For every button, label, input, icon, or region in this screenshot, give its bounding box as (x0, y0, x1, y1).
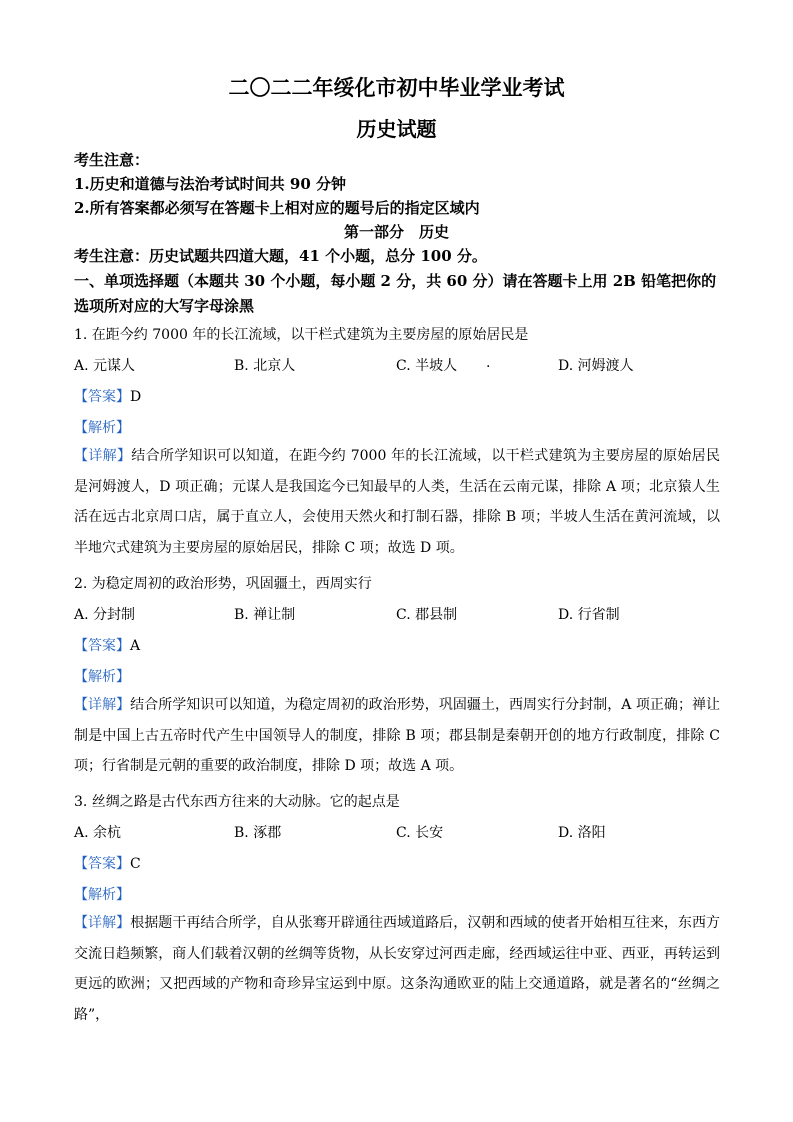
analysis-tag: 【解析】 (74, 669, 130, 685)
answer-value: D (130, 389, 142, 405)
answer-value: C (130, 856, 141, 872)
question-3-option-a: A. 余杭 (74, 825, 122, 841)
question-2-option-a: A. 分封制 (74, 607, 136, 623)
question-2-option-c: C. 郡县制 (396, 607, 458, 623)
question-3-analysis (74, 884, 130, 904)
question-1-option-a: A. 元谋人 (74, 358, 136, 374)
question-2-option-d: D. 行省制 (558, 607, 620, 623)
analysis-tag: 【解析】 (74, 420, 130, 436)
answer-tag: 【答案】 (74, 856, 130, 872)
answer-tag: 【答案】 (74, 389, 130, 405)
section-heading-line-2: 选项所对应的大写字母涂黑 (74, 297, 255, 315)
detail-text: 根据题干再结合所学，自从张骞开辟通往西域道路后，汉朝和西域的使者开始相互往来，东西方交流日趋频繁，商人们载着汉朝的丝绸等货物，从长安穿过河西走廊，经西域运往中亚、西亚，再转运到更远的欧洲；又把西域的产物和奇珍异宝运到中原。这条沟通欧亚的陆上交通道路，就是著名的“丝绸之路”， (74, 915, 721, 1023)
notice-item-1: 1.历史和道德与法治考试时间共 90 分钟 (74, 175, 346, 193)
question-1-detail (74, 441, 720, 563)
notice-item-2: 2.所有答案都必须写在答题卡上相对应的题号后的指定区域内 (74, 199, 480, 217)
question-1-stem: 1. 在距今约 7000 年的长江流域，以干栏式建筑为主要房屋的原始居民是 (74, 327, 529, 343)
question-3-detail (74, 908, 720, 1030)
question-3-answer (74, 853, 141, 873)
question-3-option-c: C. 长安 (396, 825, 444, 841)
question-2-answer (74, 635, 140, 655)
analysis-tag: 【解析】 (74, 887, 130, 903)
question-3-option-b: B. 涿郡 (234, 825, 282, 841)
question-1-answer (74, 386, 141, 406)
section-heading-line-1: 一、单项选择题（本题共 30 个小题，每小题 2 分，共 60 分）请在答题卡上用 2B 铅笔把你的 (74, 272, 717, 290)
question-3-option-d: D. 洛阳 (558, 825, 606, 841)
question-2-stem: 2. 为稳定周初的政治形势，巩固疆土，西周实行 (74, 576, 372, 592)
question-2-analysis (74, 666, 130, 686)
detail-text: 结合所学知识可以知道，为稳定周初的政治形势，巩固疆土，西周实行分封制，A 项正确；禅让制是中国上古五帝时代产生中国领导人的制度，排除 B 项；郡县制是秦朝开创的地方行政制度，排除 C 项；行省制是元朝的重要的政治制度，排除 D 项；故选 A 项。 (74, 697, 721, 774)
exam-title: 二〇二二年绥化市初中毕业学业考试 (228, 75, 565, 100)
detail-tag: 【详解】 (74, 448, 132, 464)
question-1-option-b: B. 北京人 (234, 358, 296, 374)
notice-heading: 考生注意： (74, 151, 150, 169)
question-3-stem: 3. 丝绸之路是古代东西方往来的大动脉。它的起点是 (74, 794, 400, 810)
question-2-detail (74, 690, 720, 782)
question-1-stray-mark: . (486, 355, 491, 371)
question-1-option-c: C. 半坡人 (396, 358, 458, 374)
question-1-analysis (74, 417, 130, 437)
part-notice: 考生注意：历史试题共四道大题，41 个小题，总分 100 分。 (74, 247, 487, 265)
exam-subtitle: 历史试题 (356, 117, 437, 141)
question-2-option-b: B. 禅让制 (234, 607, 296, 623)
detail-tag: 【详解】 (74, 915, 131, 931)
answer-value: A (130, 638, 141, 654)
answer-tag: 【答案】 (74, 638, 130, 654)
question-1-option-d: D. 河姆渡人 (558, 358, 634, 374)
part-title: 第一部分 历史 (343, 223, 449, 241)
detail-tag: 【详解】 (74, 697, 131, 713)
detail-text: 结合所学知识可以知道，在距今约 7000 年的长江流域，以干栏式建筑为主要房屋的原始居民是河姆渡人，D 项正确；元谋人是我国迄今已知最早的人类，生活在云南元谋，排除 A 项；北京猿人生活在远古北京周口店，属于直立人，会使用天然火和打制石器，排除 B 项；半坡人生活在黄河流域，以半地穴式建筑为主要房屋的原始居民，排除 C 项；故选 D 项。 (74, 448, 721, 556)
